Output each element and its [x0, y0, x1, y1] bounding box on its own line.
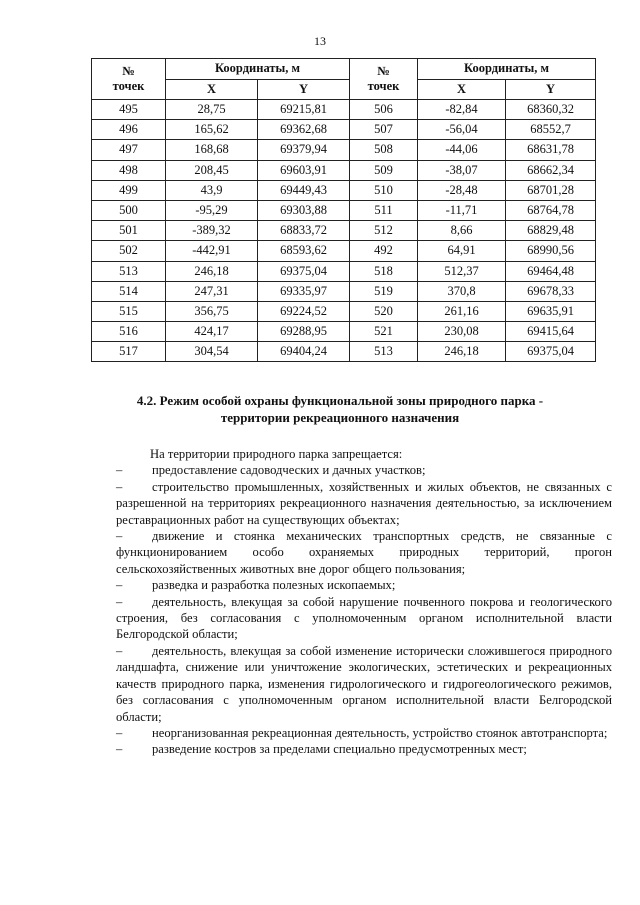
table-row	[92, 301, 596, 321]
table-cell: 517	[92, 342, 166, 362]
table-cell: 68662,34	[506, 160, 596, 180]
table-row	[92, 322, 596, 342]
table-cell: 69224,52	[258, 301, 350, 321]
header-y-right: Y	[506, 79, 596, 100]
intro-paragraph: На территории природного парка запрещается:	[150, 447, 403, 461]
table-cell: 43,9	[166, 180, 258, 200]
table-cell: -389,32	[166, 221, 258, 241]
table-row	[92, 200, 596, 220]
table-cell: 8,66	[418, 221, 506, 241]
table-cell: 424,17	[166, 322, 258, 342]
table-row	[92, 281, 596, 301]
list-item-text: деятельность, влекущая за собой изменение исторически сложившегося природного ландшафта, снижение или уничтожение экологических, эстетических и рекреационных качеств природного парка, изменения гидрологического и гидрогеологического режимов, без согласования с уполномоченным органом исполнительной власти Белгородской области;	[116, 643, 612, 724]
table-cell: 498	[92, 160, 166, 180]
list-dash: –	[116, 463, 123, 478]
table-cell: -82,84	[418, 100, 506, 120]
page-number: 13	[314, 34, 326, 48]
table-cell: 68990,56	[506, 241, 596, 261]
table-cell: -28,48	[418, 180, 506, 200]
table-cell: 495	[92, 100, 166, 120]
header-point-number-right: № точек	[350, 59, 418, 100]
table-cell: 356,75	[166, 301, 258, 321]
section-title-line-1: 4.2. Режим особой охраны функциональной зоны природного парка -	[136, 393, 544, 408]
table-cell: 499	[92, 180, 166, 200]
list-dash: –	[116, 479, 123, 494]
table-cell: 519	[350, 281, 418, 301]
table-cell: 69335,97	[258, 281, 350, 301]
table-row	[92, 241, 596, 261]
table-cell: 69379,94	[258, 140, 350, 160]
table-cell: 64,91	[418, 241, 506, 261]
table-cell: 165,62	[166, 120, 258, 140]
header-coordinates-right: Координаты, м	[418, 59, 596, 80]
list-item	[116, 577, 612, 593]
table-cell: 68764,78	[506, 200, 596, 220]
list-item	[116, 479, 612, 528]
table-cell: 496	[92, 120, 166, 140]
table-cell: 370,8	[418, 281, 506, 301]
table-row	[92, 342, 596, 362]
table-cell: 69449,43	[258, 180, 350, 200]
table-cell: 261,16	[418, 301, 506, 321]
table-cell: 507	[350, 120, 418, 140]
table-cell: 518	[350, 261, 418, 281]
table-cell: -44,06	[418, 140, 506, 160]
table-cell: 69404,24	[258, 342, 350, 362]
table-cell: -95,29	[166, 200, 258, 220]
table-cell: 68631,78	[506, 140, 596, 160]
list-item	[116, 725, 612, 741]
table-cell: 512,37	[418, 261, 506, 281]
list-item-text: разведка и разработка полезных ископаемых;	[152, 578, 396, 593]
table-cell: 304,54	[166, 342, 258, 362]
table-row	[92, 221, 596, 241]
table-cell: 513	[350, 342, 418, 362]
table-cell: 69415,64	[506, 322, 596, 342]
table-body	[92, 100, 596, 362]
coordinates-table	[91, 58, 596, 362]
table-row	[92, 140, 596, 160]
table-cell: 69288,95	[258, 322, 350, 342]
header-x-right: X	[418, 79, 506, 100]
header-coordinates-left: Координаты, м	[166, 59, 350, 80]
table-cell: 69635,91	[506, 301, 596, 321]
table-cell: -442,91	[166, 241, 258, 261]
table-cell: 506	[350, 100, 418, 120]
table-cell: 500	[92, 200, 166, 220]
table-cell: 521	[350, 322, 418, 342]
table-cell: 68833,72	[258, 221, 350, 241]
table-cell: 246,18	[418, 342, 506, 362]
list-item	[116, 528, 612, 577]
table-row	[92, 261, 596, 281]
table-cell: 502	[92, 241, 166, 261]
list-item	[116, 462, 612, 478]
table-cell: 508	[350, 140, 418, 160]
section-title-line-2: территории рекреационного назначения	[220, 410, 460, 425]
table-cell: 516	[92, 322, 166, 342]
list-dash: –	[116, 578, 123, 593]
table-cell: 68829,48	[506, 221, 596, 241]
table-cell: 69375,04	[506, 342, 596, 362]
list-item-text: разведение костров за пределами специально предусмотренных мест;	[152, 742, 527, 757]
table-cell: 69303,88	[258, 200, 350, 220]
list-dash: –	[116, 529, 123, 544]
list-item-text: неорганизованная рекреационная деятельность, устройство стоянок автотранспорта;	[152, 725, 608, 740]
table-cell: 69362,68	[258, 120, 350, 140]
list-item	[116, 643, 612, 725]
list-item-text: предоставление садоводческих и дачных участков;	[152, 463, 426, 478]
table-cell: 68701,28	[506, 180, 596, 200]
list-dash: –	[116, 594, 123, 609]
table-cell: 68360,32	[506, 100, 596, 120]
table-cell: 510	[350, 180, 418, 200]
table-cell: 208,45	[166, 160, 258, 180]
table-cell: 69678,33	[506, 281, 596, 301]
table-cell: -56,04	[418, 120, 506, 140]
table-cell: 492	[350, 241, 418, 261]
list-item-text: строительство промышленных, хозяйственных и жилых объектов, не связанных с разрешенной на территориях рекреационного назначения деятельностью, за исключением реставрационных работ на существующих объектах;	[116, 479, 612, 527]
table-row	[92, 100, 596, 120]
header-point-number-left: № точек	[92, 59, 166, 100]
table-cell: 168,68	[166, 140, 258, 160]
table-cell: 509	[350, 160, 418, 180]
table-cell: -11,71	[418, 200, 506, 220]
table-cell: 68593,62	[258, 241, 350, 261]
table-cell: 247,31	[166, 281, 258, 301]
table-cell: 69603,91	[258, 160, 350, 180]
table-cell: 497	[92, 140, 166, 160]
table-cell: 28,75	[166, 100, 258, 120]
section-title	[60, 392, 620, 426]
list-item-text: движение и стоянка механических транспортных средств, не связанные с функционированием особо охраняемых природных территорий, прогон сельскохозяйственных животных вне дорог общего пользования;	[116, 529, 612, 576]
list-dash: –	[116, 742, 123, 757]
table-row	[92, 180, 596, 200]
table-cell: 520	[350, 301, 418, 321]
body-text	[116, 446, 612, 758]
table-cell: 514	[92, 281, 166, 301]
table-cell: 513	[92, 261, 166, 281]
table-cell: 230,08	[418, 322, 506, 342]
list-dash: –	[116, 725, 123, 740]
table-row	[92, 120, 596, 140]
table-cell: 501	[92, 221, 166, 241]
list-item	[116, 741, 612, 757]
table-cell: 69464,48	[506, 261, 596, 281]
list-dash: –	[116, 643, 123, 658]
table-row	[92, 160, 596, 180]
prohibitions-list	[116, 462, 612, 757]
table-cell: 515	[92, 301, 166, 321]
table-cell: 69215,81	[258, 100, 350, 120]
list-item	[116, 594, 612, 643]
list-item-text: деятельность, влекущая за собой нарушение почвенного покрова и геологического строения, без согласования с уполномоченным органом исполнительной власти Белгородской области;	[116, 594, 612, 642]
table-cell: -38,07	[418, 160, 506, 180]
table-cell: 68552,7	[506, 120, 596, 140]
table-cell: 512	[350, 221, 418, 241]
header-y-left: Y	[258, 79, 350, 100]
table-cell: 246,18	[166, 261, 258, 281]
table-cell: 69375,04	[258, 261, 350, 281]
header-x-left: X	[166, 79, 258, 100]
table-cell: 511	[350, 200, 418, 220]
